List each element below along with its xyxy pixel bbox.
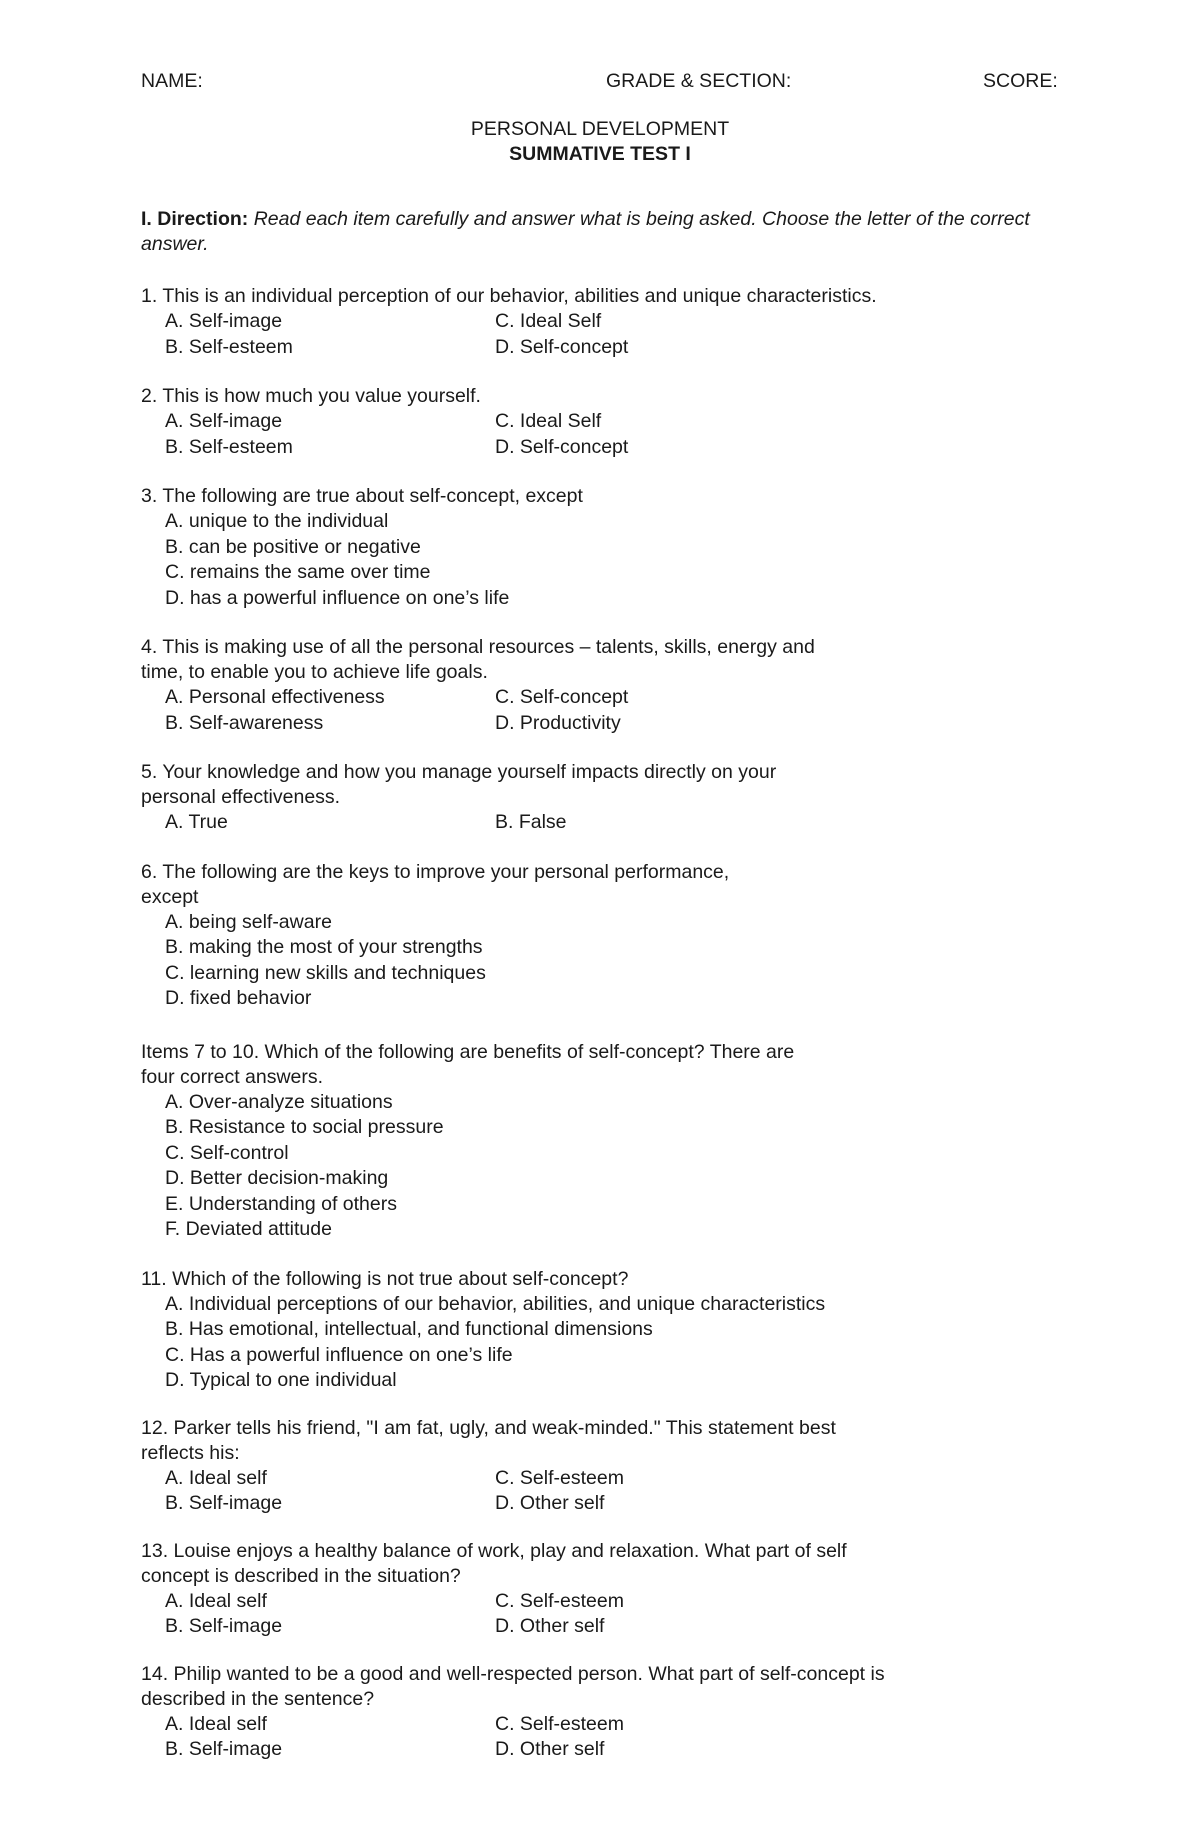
answer-option: B. Self-image bbox=[165, 1492, 283, 1514]
question-stem: 5. Your knowledge and how you manage yourself impacts directly on your personal effectiveness. bbox=[141, 761, 777, 808]
answer-option: A. Self-image bbox=[165, 410, 283, 432]
question-item bbox=[141, 1539, 1081, 1640]
option-row bbox=[141, 1589, 1081, 1615]
answer-options bbox=[141, 1292, 1081, 1394]
question-stem: 1. This is an individual perception of our behavior, abilities and unique characteristics. bbox=[141, 285, 877, 307]
answer-option: B. making the most of your strengths bbox=[165, 936, 483, 958]
answer-option: B. Self-image bbox=[165, 1615, 283, 1637]
question-stem: 3. The following are true about self-concept, except bbox=[141, 485, 583, 507]
answer-option: B. Has emotional, intellectual, and functional dimensions bbox=[165, 1318, 653, 1340]
answer-option: B. can be positive or negative bbox=[165, 535, 421, 558]
question-item bbox=[141, 860, 1081, 1012]
answer-options bbox=[141, 409, 1081, 460]
answer-option: D. Self-concept bbox=[495, 435, 629, 458]
answer-option: D. fixed behavior bbox=[165, 987, 312, 1009]
answer-option: A. True bbox=[165, 811, 228, 833]
answer-option: B. Self-awareness bbox=[165, 711, 324, 734]
answer-option: C. Self-esteem bbox=[495, 1589, 624, 1612]
question-stem: 4. This is making use of all the personal resources – talents, skills, energy and time, to enable you to achieve life goals. bbox=[141, 636, 815, 683]
header-row bbox=[141, 70, 1061, 96]
answer-option: A. Individual perceptions of our behavior, abilities, and unique characteristics bbox=[165, 1292, 826, 1315]
question-stem: 2. This is how much you value yourself. bbox=[141, 385, 481, 407]
answer-option: A. being self-aware bbox=[165, 910, 332, 933]
answer-option: A. Self-image bbox=[165, 310, 283, 332]
option-row bbox=[141, 810, 1081, 836]
option-row bbox=[141, 685, 1081, 711]
answer-option: B. Self-esteem bbox=[165, 435, 293, 458]
question-item bbox=[141, 1040, 1081, 1243]
answer-options bbox=[141, 1712, 1081, 1763]
question-item bbox=[141, 484, 1081, 611]
answer-options bbox=[141, 1466, 1081, 1517]
option-row bbox=[141, 1737, 1081, 1763]
answer-options bbox=[141, 309, 1081, 360]
question-list bbox=[141, 284, 1081, 1763]
answer-option: C. Ideal Self bbox=[495, 410, 602, 432]
test-title: SUMMATIVE TEST I bbox=[509, 143, 691, 165]
answer-option: C. remains the same over time bbox=[165, 561, 431, 583]
question-stem: Items 7 to 10. Which of the following are benefits of self-concept? There are four correct answers. bbox=[141, 1040, 795, 1088]
answer-option: C. Self-esteem bbox=[495, 1466, 624, 1489]
answer-option: C. Ideal Self bbox=[495, 310, 602, 332]
question-stem: 12. Parker tells his friend, "I am fat, ugly, and weak-minded." This statement best reflects his: bbox=[141, 1416, 836, 1464]
answer-options bbox=[141, 910, 1081, 1012]
answer-option: B. Self-image bbox=[165, 1738, 283, 1760]
option-row bbox=[141, 1466, 1081, 1492]
answer-option: C. Has a powerful influence on one’s life bbox=[165, 1343, 513, 1366]
answer-options bbox=[141, 1589, 1081, 1640]
option-row bbox=[141, 435, 1081, 461]
answer-option: A. Ideal self bbox=[165, 1466, 267, 1489]
direction-text: Read each item carefully and answer what is being asked. Choose the letter of the correct answer. bbox=[141, 208, 1030, 255]
question-item bbox=[141, 1416, 1081, 1517]
answer-option: D. Other self bbox=[495, 1492, 605, 1514]
answer-option: A. Personal effectiveness bbox=[165, 686, 385, 708]
answer-option: C. Self-concept bbox=[495, 686, 629, 708]
answer-option: A. Over-analyze situations bbox=[165, 1090, 393, 1113]
subject-title: PERSONAL DEVELOPMENT bbox=[470, 118, 730, 140]
answer-options bbox=[141, 1090, 1081, 1243]
option-row bbox=[141, 1712, 1081, 1738]
answer-option: D. Self-concept bbox=[495, 335, 629, 358]
option-row bbox=[141, 711, 1081, 737]
question-stem: 13. Louise enjoys a healthy balance of work, play and relaxation. What part of self concept is described in the situation? bbox=[141, 1539, 847, 1587]
answer-option: E. Understanding of others bbox=[165, 1192, 397, 1215]
name-label: NAME: bbox=[141, 70, 203, 92]
option-row bbox=[141, 1614, 1081, 1640]
answer-option: B. Self-esteem bbox=[165, 335, 293, 358]
option-row bbox=[141, 335, 1081, 361]
answer-option: D. has a powerful influence on one’s life bbox=[165, 586, 510, 609]
answer-option: D. Other self bbox=[495, 1738, 605, 1760]
option-row bbox=[141, 309, 1081, 335]
grade-section-label: GRADE & SECTION: bbox=[606, 70, 792, 92]
direction-label: I. Direction: bbox=[141, 208, 249, 230]
question-item bbox=[141, 1662, 1081, 1763]
answer-options bbox=[141, 685, 1081, 736]
question-item bbox=[141, 284, 1081, 360]
question-stem: 14. Philip wanted to be a good and well-respected person. What part of self-concept is described in the sentence? bbox=[141, 1662, 885, 1710]
score-label: SCORE: bbox=[983, 70, 1058, 92]
option-row bbox=[141, 1491, 1081, 1517]
question-item bbox=[141, 384, 1081, 460]
question-item bbox=[141, 760, 1081, 836]
answer-option: D. Productivity bbox=[495, 711, 621, 734]
answer-option: C. Self-control bbox=[165, 1141, 289, 1164]
question-stem: 6. The following are the keys to improve your personal performance, except bbox=[141, 860, 730, 908]
answer-option: F. Deviated attitude bbox=[165, 1218, 332, 1240]
answer-option: C. learning new skills and techniques bbox=[165, 961, 486, 984]
option-row bbox=[141, 409, 1081, 435]
answer-option: B. False bbox=[495, 811, 567, 833]
answer-option: D. Other self bbox=[495, 1615, 605, 1637]
question-stem: 11. Which of the following is not true about self-concept? bbox=[141, 1267, 629, 1290]
direction bbox=[141, 207, 1041, 257]
answer-option: A. Ideal self bbox=[165, 1712, 267, 1735]
answer-options bbox=[141, 810, 1081, 836]
answer-option: A. unique to the individual bbox=[165, 510, 389, 532]
answer-option: B. Resistance to social pressure bbox=[165, 1116, 444, 1138]
answer-option: A. Ideal self bbox=[165, 1589, 267, 1612]
answer-option: D. Typical to one individual bbox=[165, 1369, 397, 1391]
answer-option: D. Better decision-making bbox=[165, 1167, 389, 1189]
answer-options bbox=[141, 509, 1081, 611]
question-item bbox=[141, 1267, 1081, 1394]
answer-option: C. Self-esteem bbox=[495, 1712, 624, 1735]
question-item bbox=[141, 635, 1081, 736]
